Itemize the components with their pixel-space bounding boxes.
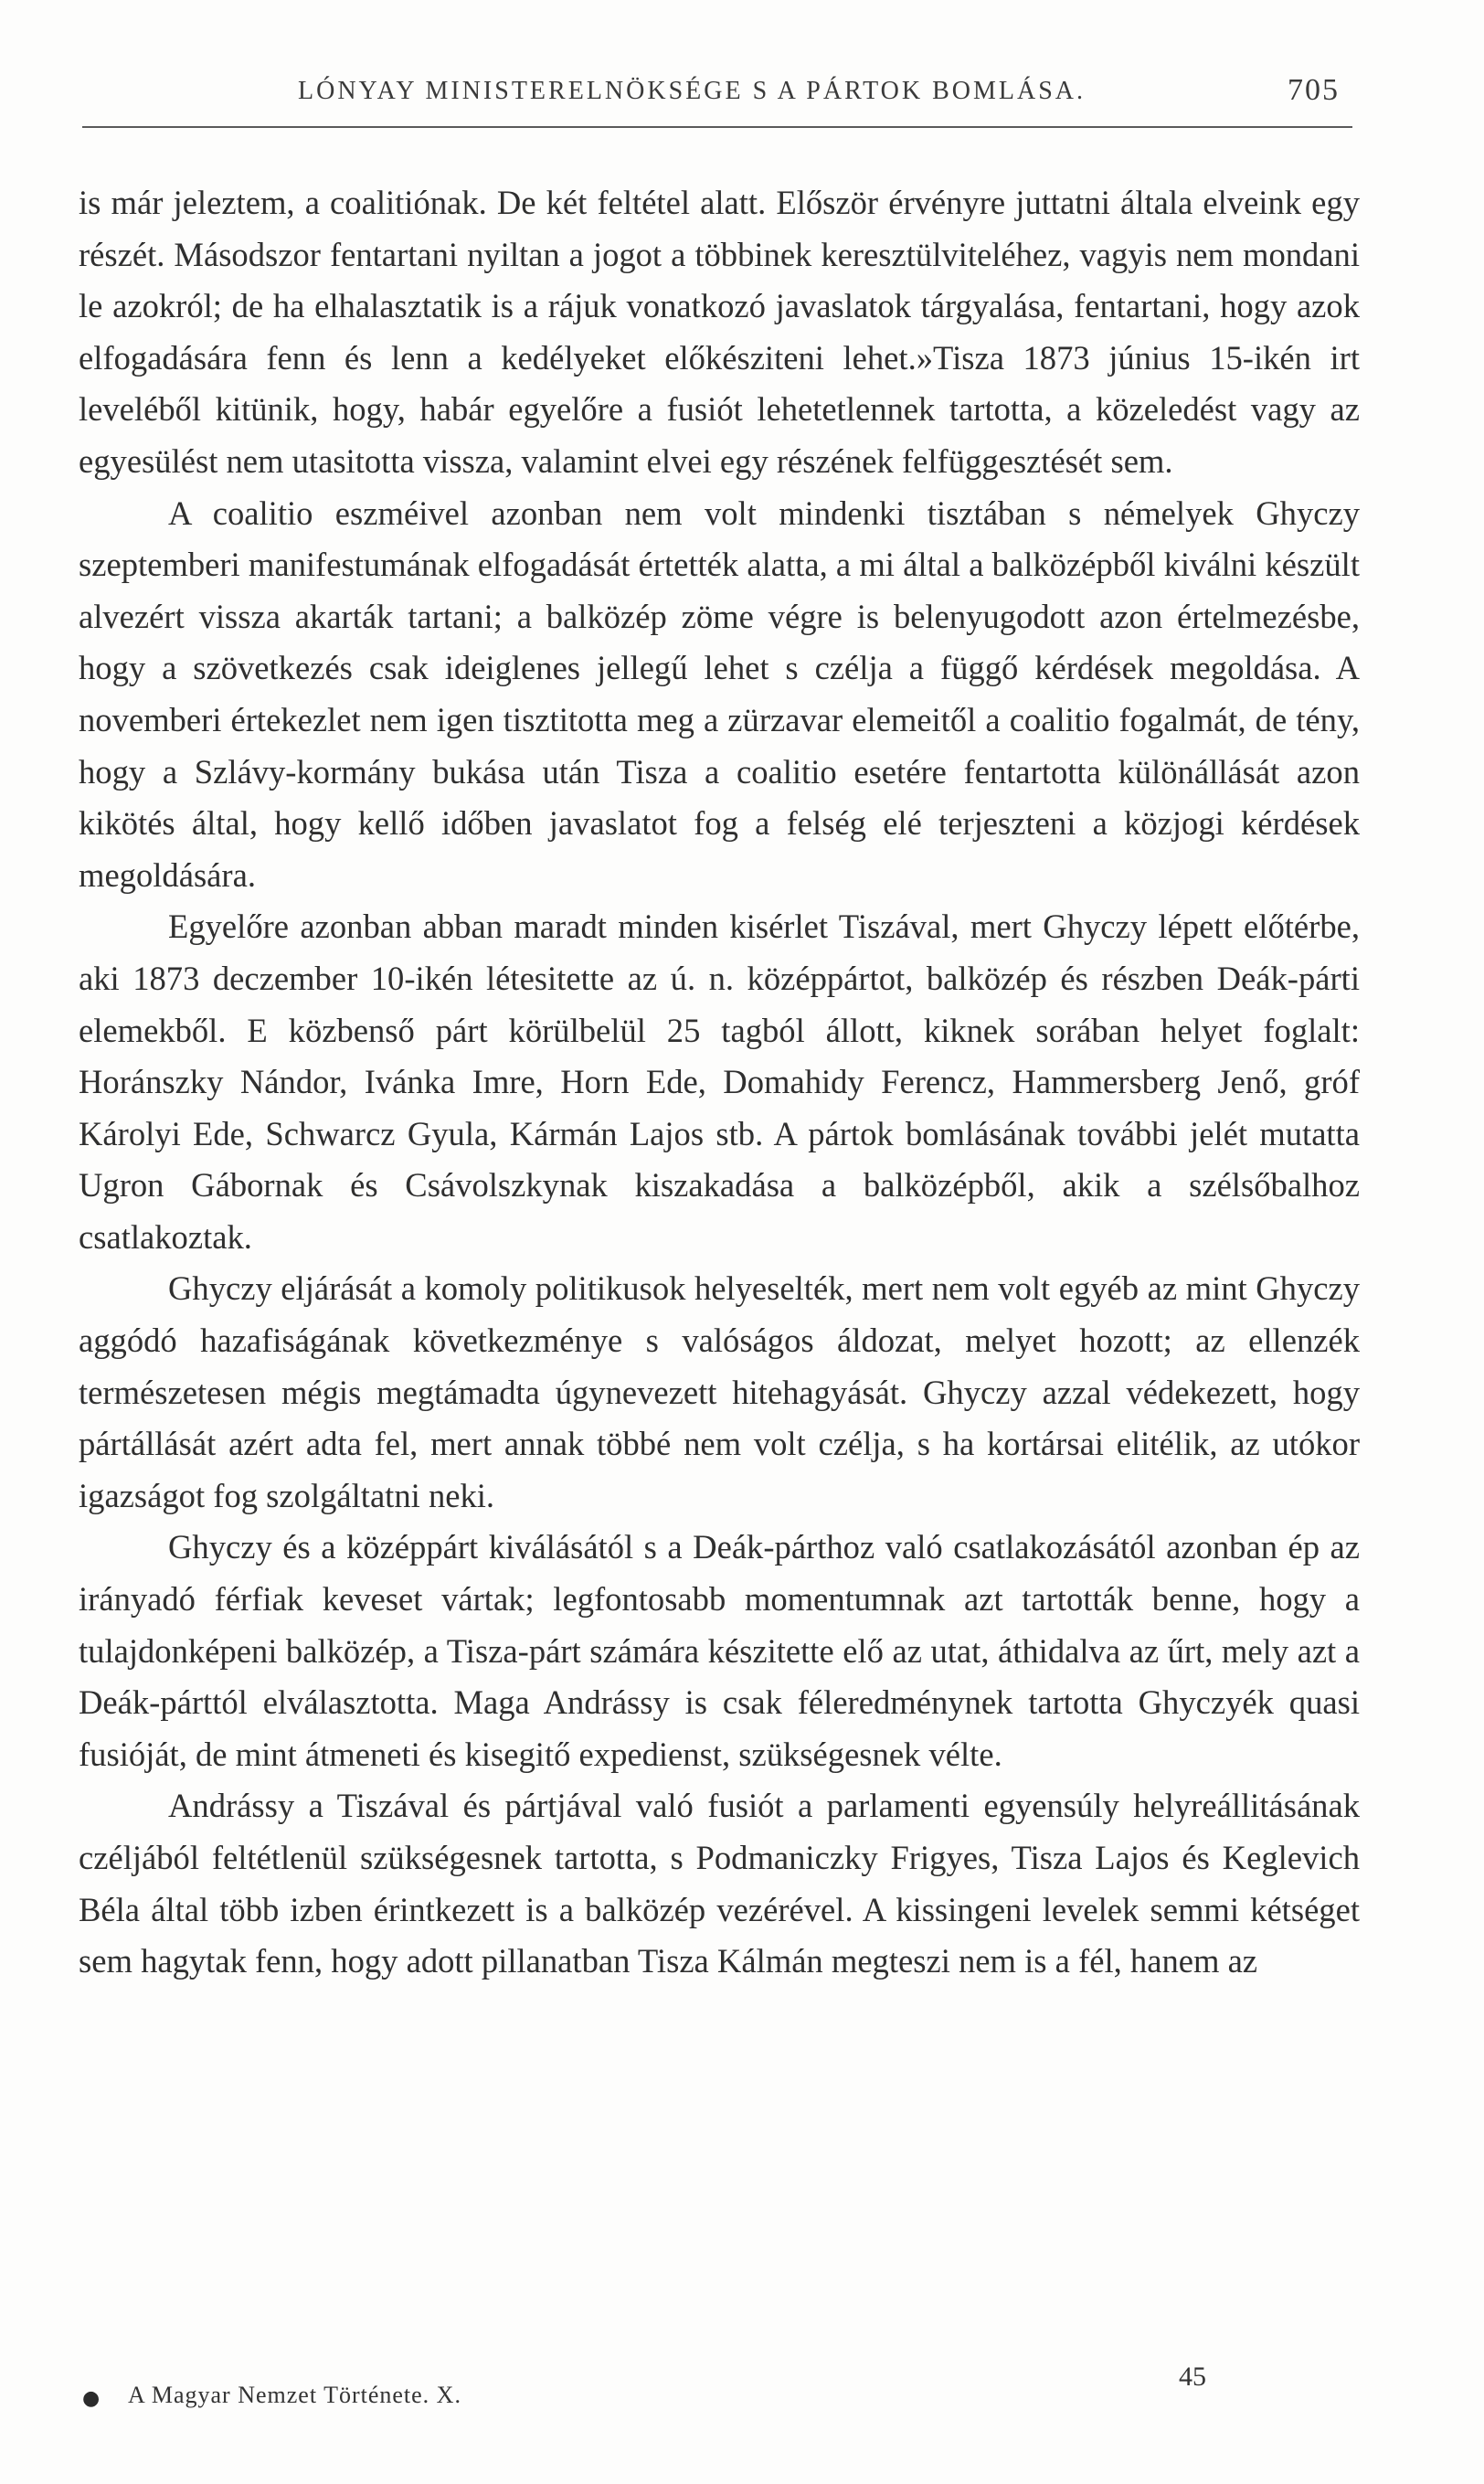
page-footer (82, 2362, 1352, 2424)
footer-note: A Magyar Nemzet Története. X. (128, 2382, 461, 2408)
paragraph-5: Ghyczy és a középpárt kiválásától s a Deák-párthoz való csatlakozásától azonban ép az irányadó férfiak keveset vártak; legfontosabb momentumnak azt tartották benne, hogy a tulajdonképeni balközép, a Tisza-párt számára készitette elő az utat, áthidalva az űrt, mely azt a Deák-párttól elválasztotta. Maga Andrássy is csak féleredménynek tartotta Ghyczyék quasi fusióját, de mint átmeneti és kisegitő expedienst, szükségesnek vélte. (79, 1528, 1360, 1773)
paragraph-4: Ghyczy eljárását a komoly politikusok helyeselték, mert nem volt egyéb az mint Ghyczy aggódó hazafiságának következménye s valóságos áldozat, melyet hozott; az ellenzék természetesen mégis megtámadta úgynevezett hitehagyását. Ghyczy azzal védekezett, hogy pártállását azért adta fel, mert annak többé nem volt czélja, s ha kortársai elitélik, az utókor igazságot fog szolgáltatni neki. (79, 1269, 1360, 1514)
running-title: LÓNYAY MINISTERELNÖKSÉGE S A PÁRTOK BOMLÁSA. (298, 77, 1086, 105)
paragraph-1: is már jeleztem, a coalitiónak. De két feltétel alatt. Először érvényre juttatni általa elveink egy részét. Másodszor fentartani nyiltan a jogot a többinek keresztülviteléhez, vagyis nem mondani le azokról; de ha elhalasztatik is a rájuk vonatkozó javaslatok tárgyalása, fentartani, hogy azok elfogadására fenn és lenn a kedélyeket előkésziteni lehet.»Tisza 1873 június 15-ikén irt leveléből kitünik, hogy, habár egyelőre a fusiót lehetetlennek tartotta, a közeledést vagy az egyesülést nem utasitotta vissza, valamint elvei egy részének felfüggesztését sem. (79, 184, 1360, 480)
page-number: 705 (1288, 73, 1340, 107)
signature-mark: 45 (1179, 2362, 1206, 2392)
page-header (82, 71, 1352, 128)
body-text (79, 177, 1360, 1988)
paragraph-2: A coalitio eszméivel azonban nem volt mindenki tisztában s némelyek Ghyczy szeptemberi manifestumának elfogadását értették alatta, a mi által a balközépből kiválni készült alvezért vissza akarták tartani; a balközép zöme végre is belenyugodott azon értelmezésbe, hogy a szövetkezés csak ideiglenes jellegű lehet s czélja a függő kérdések megoldása. A novemberi értekezlet nem igen tisztitotta meg a zürzavar elemeitől a coalitio fogalmát, de tény, hogy a Szlávy-kormány bukása után Tisza a coalitio esetére fentartotta különállását azon kikötés által, hogy kellő időben javaslatot fog a felség elé terjeszteni a közjogi kérdések megoldására. (79, 494, 1360, 894)
paragraph-6: Andrássy a Tiszával és pártjával való fusiót a parlamenti egyensúly helyreállitásának czéljából feltétlenül szükségesnek tartotta, s Podmaniczky Frigyes, Tisza Lajos és Keglevich Béla által több izben érintkezett is a balközép vezérével. A kissingeni levelek semmi kétséget sem hagytak fenn, hogy adott pillanatban Tisza Kálmán megteszi nem is a fél, hanem az (79, 1787, 1360, 1980)
bullet-icon: ● (82, 2387, 101, 2410)
paragraph-3: Egyelőre azonban abban maradt minden kisérlet Tiszával, mert Ghyczy lépett előtérbe, aki 1873 deczember 10-ikén létesitette az ú. n. középpártot, balközép és részben Deák-párti elemekből. E közbenső párt körülbelül 25 tagból állott, kiknek sorában helyet foglalt: Horánszky Nándor, Ivánka Imre, Horn Ede, Domahidy Ferencz, Hammersberg Jenő, gróf Károlyi Ede, Schwarcz Gyula, Kármán Lajos stb. A pártok bomlásának további jelét mutatta Ugron Gábornak és Csávolszkynak kiszakadása a balközépből, akik a szélsőbalhoz csatlakoztak. (79, 908, 1360, 1256)
